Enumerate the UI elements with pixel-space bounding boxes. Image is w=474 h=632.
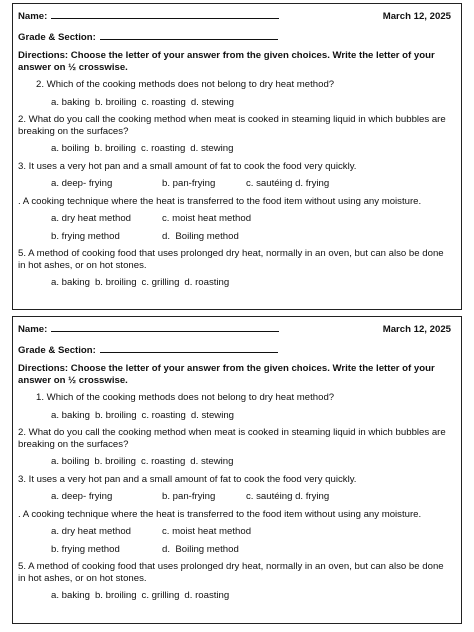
question-4-choices-row2 — [18, 544, 453, 556]
question-4-choices-row1 — [18, 213, 453, 225]
question-1-choices — [18, 97, 453, 109]
name-row — [18, 9, 453, 23]
question-4-choices-row2 — [18, 231, 453, 243]
grade-section-label: Grade & Section: — [18, 31, 96, 43]
question-5-choices — [18, 277, 453, 289]
name-blank-line — [51, 322, 279, 332]
choice: b. frying method — [51, 543, 120, 555]
choice: b. broiling — [94, 456, 137, 467]
choice: a. dry heat method — [51, 213, 131, 224]
choice: a. baking — [51, 409, 90, 421]
name-blank-line — [51, 9, 279, 19]
grade-section-row — [18, 343, 453, 357]
date-label: March 12, 2025 — [382, 11, 451, 22]
question-5-choices — [18, 590, 453, 602]
question-2: 2. What do you call the cooking method when meat is cooked in steaming liquid in which bubbles are breaking on the surfaces? — [18, 427, 446, 450]
grade-section-row — [18, 30, 453, 44]
grade-section-label: Grade & Section: — [18, 344, 96, 356]
choice: b. broiling — [94, 590, 137, 601]
question-3-choices — [18, 491, 453, 503]
choice: c. roasting — [141, 143, 186, 154]
choice: a. boiling — [51, 143, 90, 154]
question-3-choices — [18, 178, 453, 190]
question-3: 3. It uses a very hot pan and a small amount of fat to cook the food very quickly. — [18, 473, 357, 485]
choice: b. pan-frying — [162, 491, 216, 502]
question-5: 5. A method of cooking food that uses prolonged dry heat, normally in an oven, but can also be done in hot ashes, or on hot stones. — [18, 248, 444, 271]
choice: c. moist heat method — [162, 213, 252, 224]
choice: d. roasting — [184, 590, 230, 601]
name-label: Name: — [18, 11, 48, 22]
choice: a. baking — [51, 96, 90, 108]
choice: d. stewing — [190, 143, 234, 154]
choice: d. roasting — [184, 277, 230, 288]
choice: a. dry heat method — [51, 526, 131, 537]
choice: b. broiling — [94, 143, 137, 154]
choice: d. Boiling method — [162, 230, 239, 242]
question-2-choices — [18, 456, 453, 468]
grade-section-blank-line — [100, 343, 278, 353]
choice: c. roasting — [141, 96, 186, 108]
quiz-sheet-bottom — [12, 316, 462, 624]
quiz-sheet-top — [12, 3, 462, 310]
choice: c. grilling — [141, 277, 180, 288]
choice: b. broiling — [94, 96, 137, 108]
choice: b. broiling — [94, 277, 137, 288]
choice: b. pan-frying — [162, 178, 216, 189]
question-3: 3. It uses a very hot pan and a small amount of fat to cook the food very quickly. — [18, 160, 357, 172]
question-2-choices — [18, 143, 453, 155]
choice: a. baking — [51, 590, 90, 601]
grade-section-blank-line — [100, 30, 278, 40]
question-2: 2. What do you call the cooking method when meat is cooked in steaming liquid in which bubbles are breaking on the surfaces? — [18, 114, 446, 137]
question-1-choices — [18, 410, 453, 422]
choice: c. roasting — [141, 409, 186, 421]
choice: d. Boiling method — [162, 543, 239, 555]
choice: a. deep- frying — [51, 178, 113, 189]
choice: d. stewing — [190, 456, 234, 467]
choice: c. roasting — [141, 456, 186, 467]
directions: Directions: Choose the letter of your answer from the given choices. Write the letter of your answer on ½ crosswise. — [18, 50, 435, 73]
choice: a. baking — [51, 277, 90, 288]
question-4: . A cooking technique where the heat is transferred to the food item without using any moisture. — [18, 508, 422, 520]
question-1: 2. Which of the cooking methods does not belong to dry heat method? — [36, 79, 335, 90]
name-label: Name: — [18, 324, 48, 335]
choice: d. stewing — [190, 409, 235, 421]
directions: Directions: Choose the letter of your answer from the given choices. Write the letter of your answer on ½ crosswise. — [18, 363, 435, 386]
choice: a. boiling — [51, 456, 90, 467]
choice: a. deep- frying — [51, 491, 113, 502]
question-1: 1. Which of the cooking methods does not belong to dry heat method? — [36, 392, 335, 403]
question-4: . A cooking technique where the heat is transferred to the food item without using any moisture. — [18, 195, 422, 207]
question-4-choices-row1 — [18, 526, 453, 538]
choice: c. sautéing d. frying — [246, 178, 330, 189]
choice: d. stewing — [190, 96, 235, 108]
question-5: 5. A method of cooking food that uses prolonged dry heat, normally in an oven, but can also be done in hot ashes, or on hot stones. — [18, 561, 444, 584]
date-label: March 12, 2025 — [382, 324, 451, 335]
choice: c. sautéing d. frying — [246, 491, 330, 502]
name-row — [18, 322, 453, 336]
choice: b. frying method — [51, 230, 120, 242]
choice: c. grilling — [141, 590, 180, 601]
choice: b. broiling — [94, 409, 137, 421]
choice: c. moist heat method — [162, 526, 252, 537]
